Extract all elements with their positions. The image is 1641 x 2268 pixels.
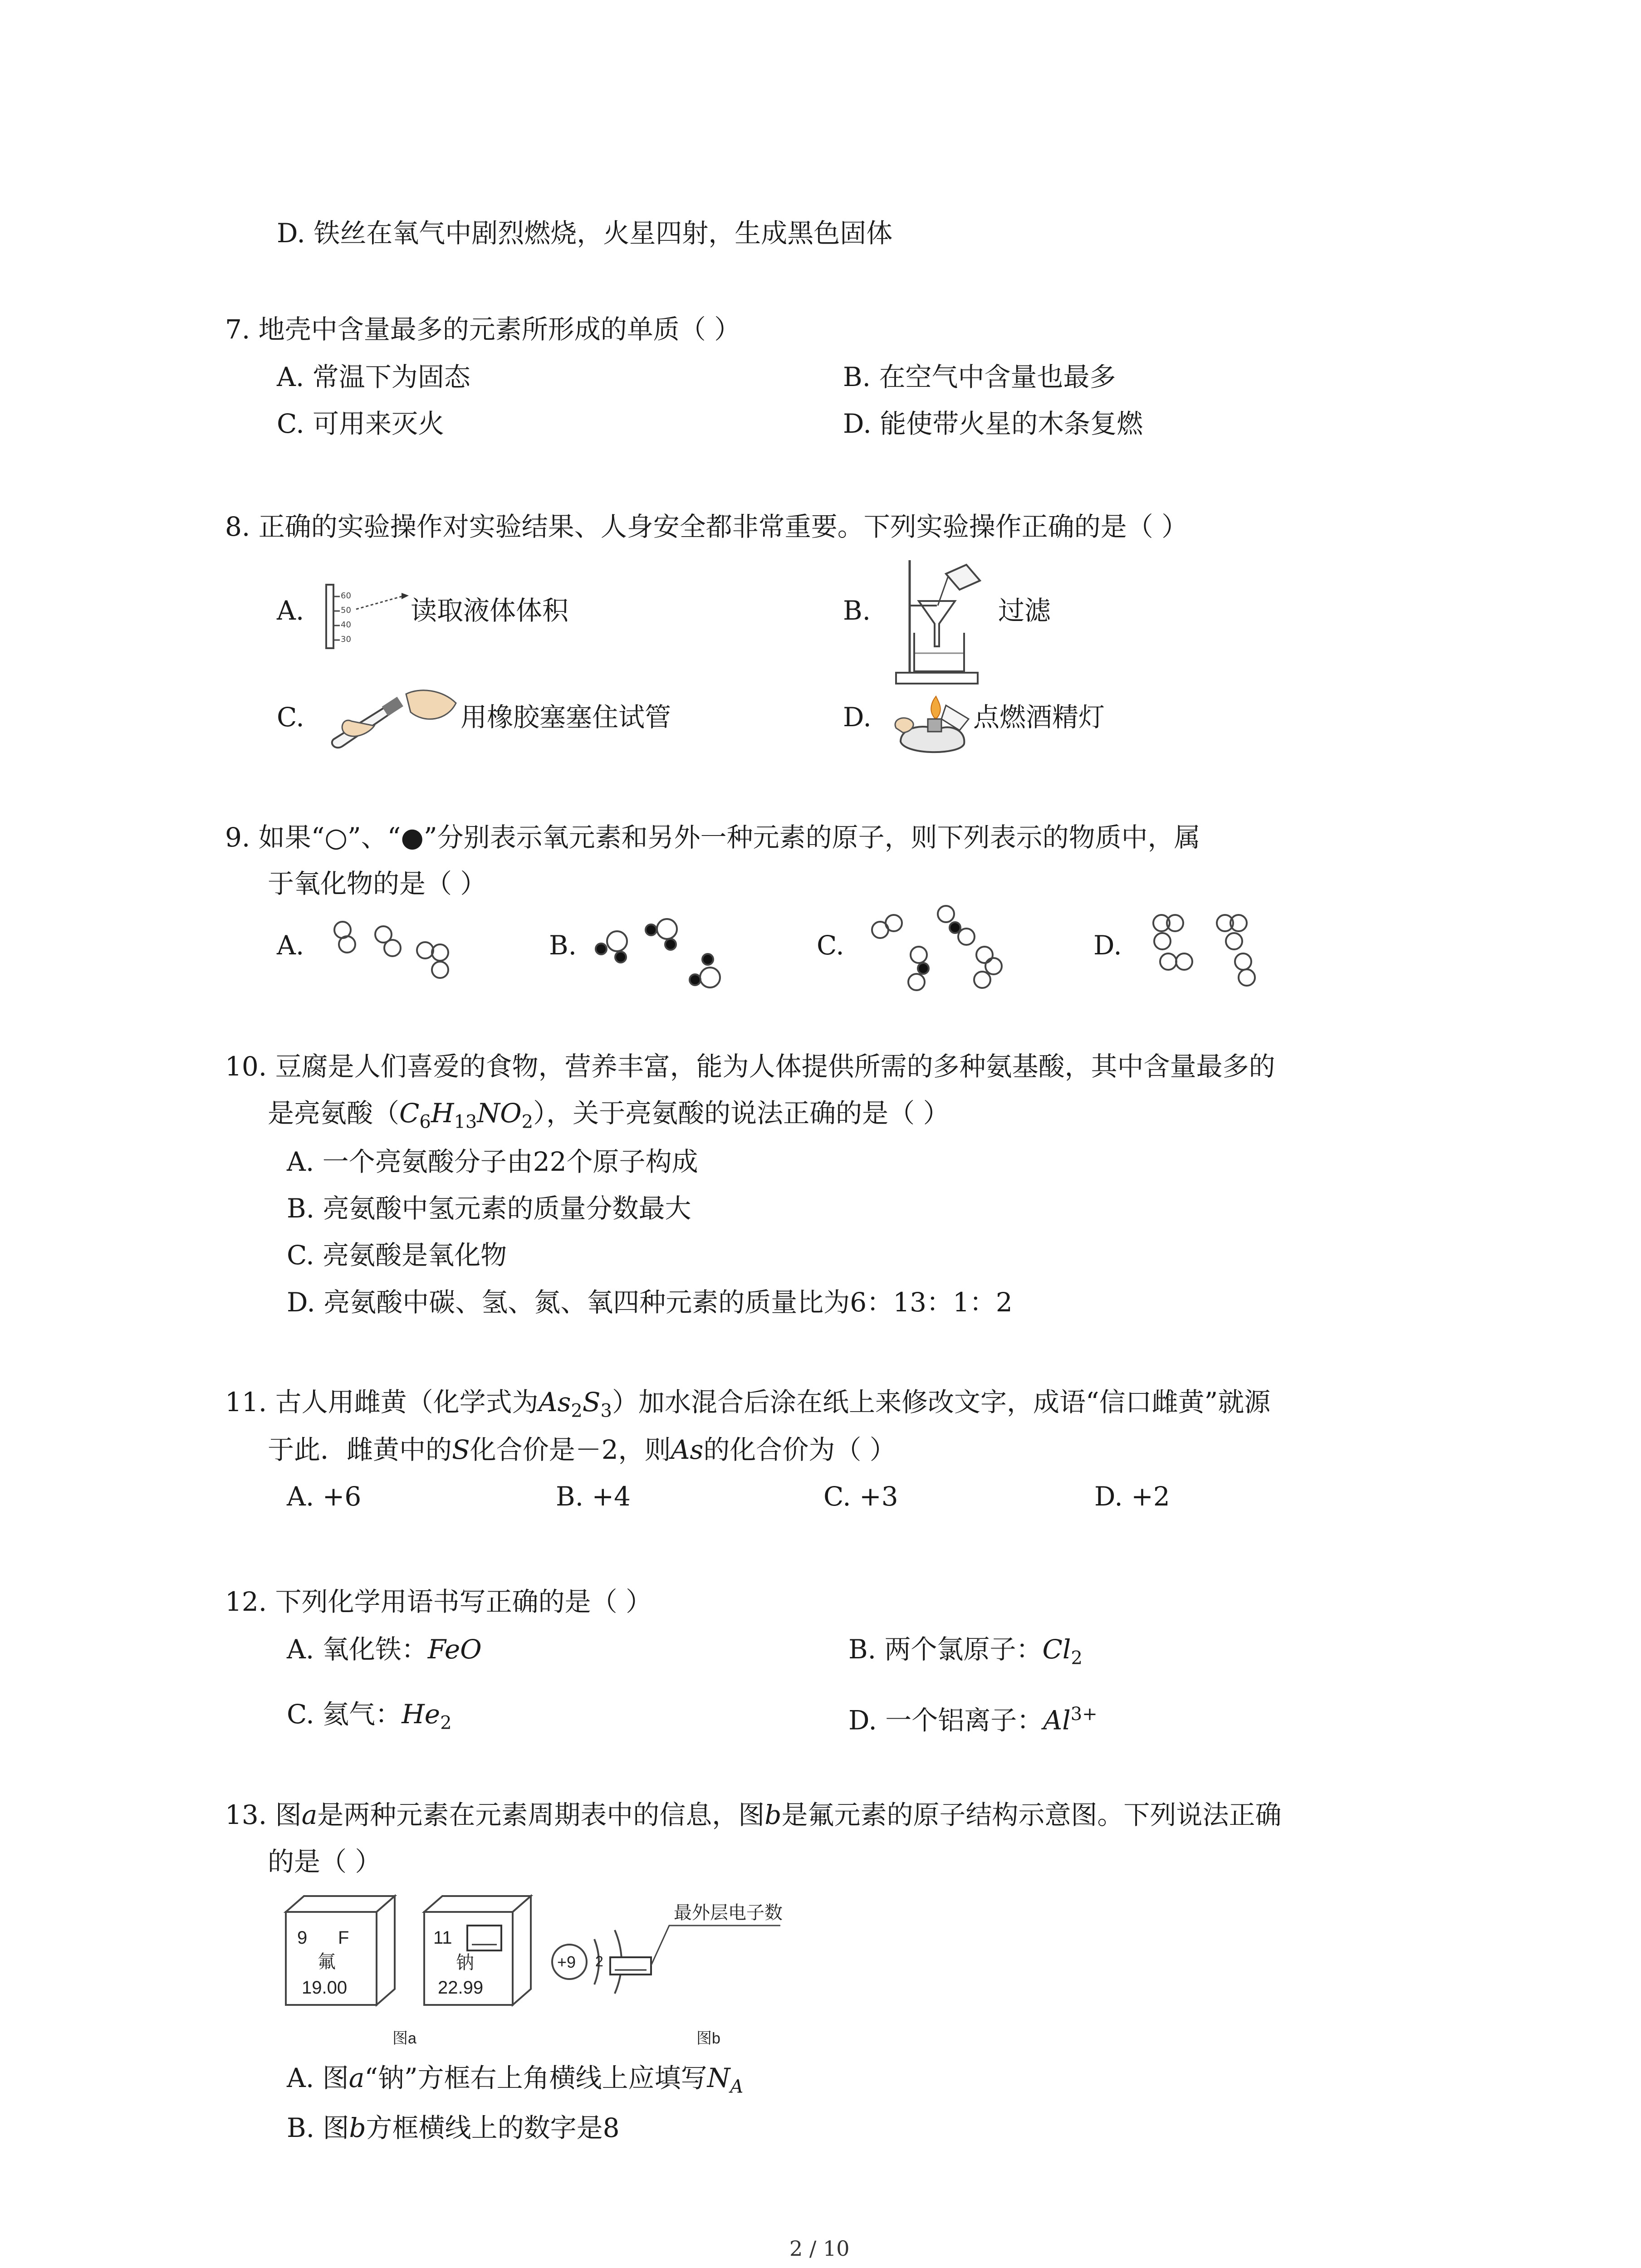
- q11-sulfur-symbol: S: [452, 1434, 470, 1465]
- q8-option-d-letter: D.: [843, 702, 872, 733]
- q10-stem-post: ），关于亮氨酸的说法正确的是（ ）: [533, 1098, 950, 1129]
- q10-stem-line2: [268, 1097, 950, 1139]
- orpiment-formula-as-count: 2: [571, 1400, 583, 1422]
- q10-option-b: B. 亮氨酸中氢元素的质量分数最大: [287, 1193, 691, 1224]
- q8-option-a-letter: A.: [277, 595, 304, 626]
- q10-stem-line1: 10. 豆腐是人们喜爱的食物，营养丰富，能为人体提供所需的多种氨基酸，其中含量最多的: [225, 1051, 1275, 1082]
- fluorine-cell: [286, 1896, 395, 2005]
- q8-option-b-letter: B.: [843, 595, 871, 626]
- q10-option-c: C. 亮氨酸是氧化物: [287, 1240, 507, 1271]
- q11-option-b: B. +4: [556, 1481, 631, 1512]
- q13-option-a-formula-sub: A: [730, 2076, 744, 2097]
- q13-option-b-text: 方框横线上的数字是8: [366, 2112, 620, 2143]
- q8-stem: 8. 正确的实验操作对实验结果、人身安全都非常重要。下列实验操作正确的是（ ）: [225, 511, 1188, 542]
- cylinder-tick-60: 60: [341, 591, 351, 601]
- q9-molecules-b: [590, 912, 740, 993]
- periodic-table-figure: [277, 1894, 798, 2068]
- q12-option-d-formula: Al: [1043, 1705, 1071, 1736]
- fluorine-atomic-mass: 19.00: [302, 1978, 348, 1998]
- q11-stem2-mid: 化合价是－2，则: [470, 1434, 671, 1465]
- inner-shell-electrons: 2: [595, 1953, 603, 1970]
- q9-option-a-letter: A.: [277, 930, 304, 961]
- cylinder-tick-40: 40: [341, 620, 351, 630]
- outer-shell-blank: [610, 1957, 651, 1975]
- q13-stem-line2: 的是（ ）: [268, 1846, 382, 1877]
- leucine-formula-no: NO: [477, 1098, 522, 1129]
- q11-option-c: C. +3: [823, 1481, 898, 1512]
- q11-arsenic-symbol: As: [671, 1434, 704, 1465]
- sodium-atomic-mass: 22.99: [438, 1978, 484, 1998]
- q9-stem-line1: 9. 如果“○”、“●”分别表示氧元素和另外一种元素的原子，则下列表示的物质中，属: [225, 822, 1200, 853]
- q13-option-b-fig-ref: b: [349, 2112, 366, 2143]
- q12-option-c-formula: He: [402, 1699, 441, 1730]
- q7-option-a: A. 常温下为固态: [277, 362, 470, 392]
- q13-option-a-formula: N: [707, 2063, 730, 2093]
- leucine-formula-h: H: [431, 1098, 454, 1129]
- sodium-symbol-blank: [467, 1926, 501, 1950]
- q8-option-c-text: 用橡胶塞塞住试管: [460, 702, 671, 733]
- q9-stem-line2: 于氧化物的是（ ）: [268, 868, 487, 899]
- q8-option-d-text: 点燃酒精灯: [973, 702, 1105, 733]
- q12-option-a-formula: FeO: [427, 1634, 482, 1665]
- q9-option-d-letter: D.: [1093, 930, 1122, 961]
- q13-stem-line1: [225, 1799, 1281, 1831]
- leucine-formula-h-count: 13: [454, 1111, 477, 1133]
- q13-option-a-pre: A. 图: [287, 2063, 349, 2093]
- q12-stem: 12. 下列化学用语书写正确的是（ ）: [225, 1586, 652, 1617]
- q9-option-b-letter: B.: [549, 930, 577, 961]
- sodium-name: 钠: [456, 1953, 474, 1973]
- graduated-cylinder-image: [320, 583, 411, 651]
- q11-stem-post: ）加水混合后涂在纸上来修改文字，成语“信口雌黄”就源: [612, 1387, 1271, 1418]
- q13-option-a: [287, 2062, 743, 2103]
- q11-stem2-pre: 于此．雌黄中的: [268, 1434, 452, 1465]
- q8-option-a-text: 读取液体体积: [411, 595, 569, 626]
- q12-option-b-text: B. 两个氯原子：: [848, 1634, 1043, 1665]
- q10-option-a: A. 一个亮氨酸分子由22个原子构成: [287, 1146, 698, 1177]
- q13-option-a-text: “钠”方框右上角横线上应填写: [364, 2063, 707, 2093]
- fluorine-atomic-number: 9: [297, 1928, 308, 1948]
- q13-stem-pre: 13. 图: [225, 1799, 302, 1830]
- q13-option-b: [287, 2112, 620, 2144]
- q9-molecules-a: [324, 916, 460, 989]
- q9-molecules-c: [862, 903, 1012, 993]
- fluorine-atom-diagram: [552, 1903, 783, 1994]
- q10-option-d: D. 亮氨酸中碳、氢、氮、氧四种元素的质量比为6：13：1：2: [287, 1287, 1013, 1318]
- q12-option-d-charge: 3+: [1070, 1704, 1097, 1725]
- q12-option-a: [287, 1633, 482, 1666]
- q12-option-b: [848, 1633, 1083, 1675]
- q12-option-a-text: A. 氧化铁：: [287, 1634, 428, 1665]
- q7-stem: 7. 地壳中含量最多的元素所形成的单质（ ）: [225, 314, 741, 345]
- q11-stem-line1: [225, 1386, 1270, 1427]
- q13-option-a-fig-ref: a: [348, 2063, 365, 2093]
- q12-option-d-text: D. 一个铝离子：: [848, 1705, 1043, 1736]
- orpiment-formula-s-count: 3: [600, 1400, 612, 1422]
- q6-option-d: D. 铁丝在氧气中剧烈燃烧，火星四射，生成黑色固体: [277, 218, 893, 249]
- q8-option-c-letter: C.: [277, 702, 304, 733]
- q12-option-c: [287, 1698, 452, 1740]
- figure-b-label: 图b: [696, 2030, 720, 2047]
- q11-stem-line2: [268, 1433, 896, 1466]
- sodium-cell: [424, 1896, 531, 2005]
- q7-option-d: D. 能使带火星的木条复燃: [843, 408, 1143, 439]
- leucine-formula-c: C: [399, 1098, 420, 1129]
- outer-electrons-callout: 最外层电子数: [674, 1903, 783, 1923]
- q13-option-b-pre: B. 图: [287, 2112, 349, 2143]
- q12-option-d: [848, 1698, 1097, 1736]
- filtration-apparatus-image: [887, 556, 987, 687]
- orpiment-formula-as: As: [538, 1387, 571, 1418]
- figure-a-label: 图a: [392, 2030, 416, 2047]
- q8-option-b-text: 过滤: [998, 595, 1051, 626]
- q13-stem-post: 是氟元素的原子结构示意图。下列说法正确: [781, 1799, 1282, 1830]
- q13-stem-mid: 是两种元素在元素周期表中的信息，图: [317, 1799, 765, 1830]
- q12-option-b-formula: Cl: [1042, 1634, 1071, 1665]
- q7-option-c: C. 可用来灭火: [277, 408, 445, 439]
- q7-option-b: B. 在空气中含量也最多: [843, 362, 1116, 392]
- q9-option-c-letter: C.: [817, 930, 844, 961]
- q9-molecules-d: [1134, 905, 1284, 996]
- orpiment-formula-s: S: [582, 1387, 601, 1418]
- fluorine-name: 氟: [318, 1952, 336, 1972]
- q11-stem-pre: 11. 古人用雌黄（化学式为: [225, 1387, 539, 1418]
- q11-option-d: D. +2: [1094, 1481, 1170, 1512]
- q11-option-a: A. +6: [287, 1481, 362, 1512]
- test-tube-stopper-image: [324, 685, 460, 753]
- alcohol-lamp-image: [892, 687, 973, 760]
- page-number: 2 / 10: [789, 2236, 850, 2261]
- leucine-formula-o-count: 2: [521, 1111, 534, 1133]
- nucleus-charge: +9: [557, 1953, 576, 1971]
- leucine-formula-c-count: 6: [419, 1111, 431, 1133]
- q12-option-c-subscript: 2: [440, 1712, 452, 1734]
- q12-option-c-text: C. 氦气：: [287, 1699, 402, 1730]
- q11-stem2-post: 的化合价为（ ）: [703, 1434, 896, 1465]
- fluorine-symbol: F: [338, 1928, 349, 1948]
- q13-fig-b-ref: b: [764, 1799, 782, 1830]
- cylinder-tick-30: 30: [341, 635, 351, 644]
- q13-fig-a-ref: a: [301, 1799, 318, 1830]
- sodium-atomic-number: 11: [433, 1928, 452, 1948]
- q12-option-b-subscript: 2: [1071, 1647, 1083, 1669]
- cylinder-tick-50: 50: [341, 606, 351, 615]
- q10-stem-pre: 是亮氨酸（: [268, 1098, 400, 1129]
